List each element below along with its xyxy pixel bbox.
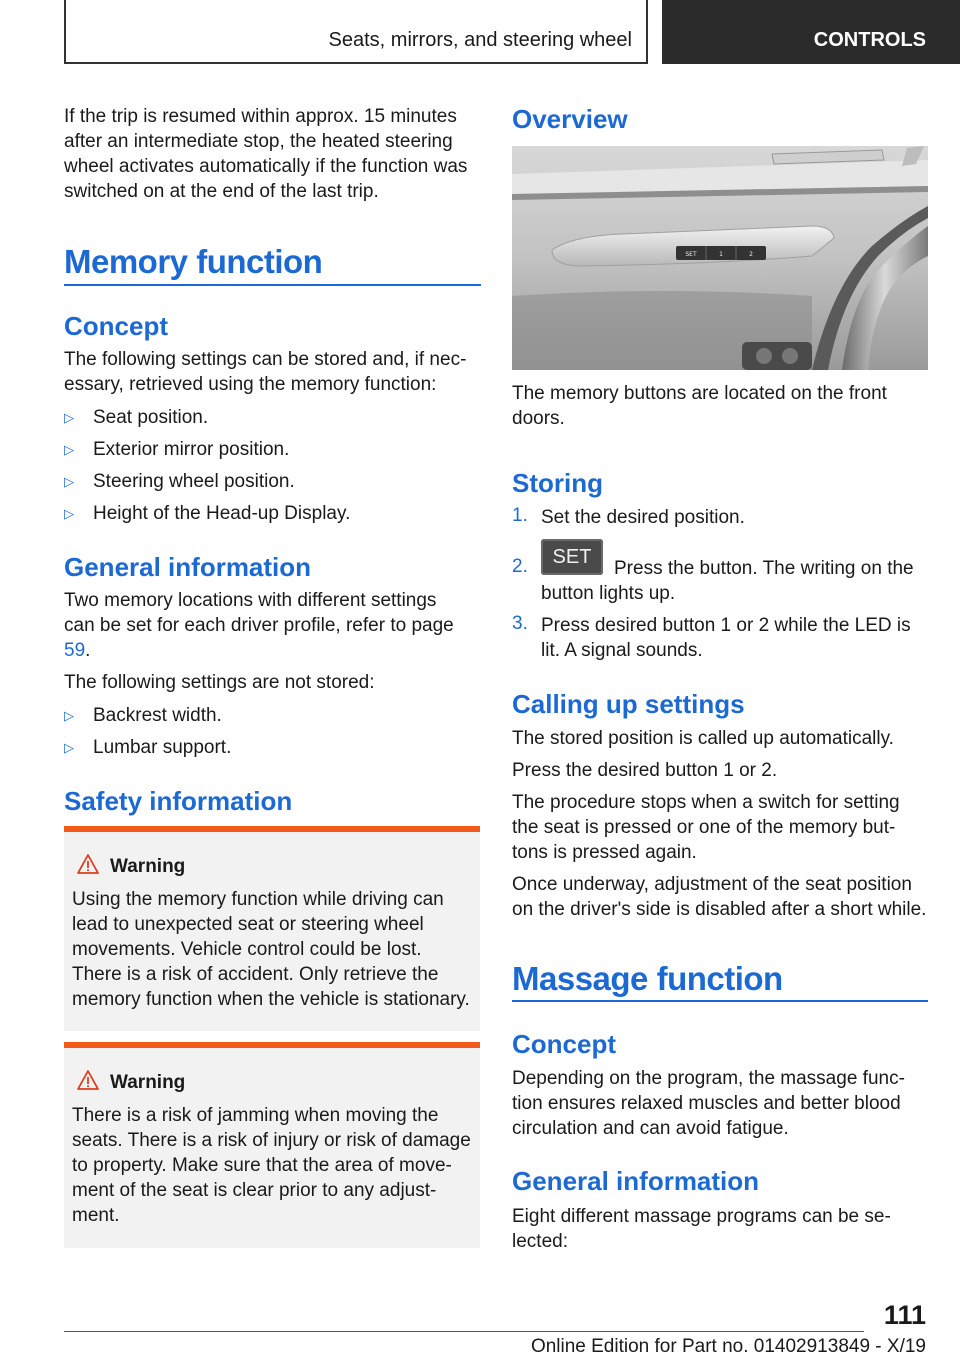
calling-up-settings-heading: Calling up settings [512, 689, 745, 719]
bullet-icon: ▷ [64, 506, 74, 521]
photo-set-label: SET [685, 251, 697, 258]
bullet-icon: ▷ [64, 740, 74, 755]
step-number: 1. [512, 505, 528, 526]
concept-heading: Concept [64, 311, 168, 341]
door-memory-buttons-photo [512, 146, 928, 370]
overview-caption: The memory buttons are located on the front doors. [512, 383, 887, 429]
general-paragraph: Two memory locations with different settings can be set for each driver profile, refer to page 59. [64, 590, 454, 661]
list-item: Backrest width. [93, 705, 222, 726]
page-number: 111 [883, 1300, 926, 1330]
bullet-icon: ▷ [64, 442, 74, 457]
section-title: CONTROLS [813, 29, 926, 51]
step-number: 2. [512, 556, 528, 577]
step-number: 3. [512, 613, 528, 634]
heading-rule [64, 284, 481, 286]
warning-bar [64, 826, 480, 832]
list-item: Lumbar support. [93, 737, 232, 758]
photo-button-2-label: 2 [749, 251, 753, 258]
calling-paragraph: The stored position is called up automatically. [512, 728, 894, 749]
massage-concept-paragraph: Depending on the program, the massage func‐tion ensures relaxed muscles and better blood circulation and can avoid fatigue. [512, 1068, 905, 1139]
bullet-icon: ▷ [64, 410, 74, 425]
calling-paragraph: Once underway, adjustment of the seat position on the driver's side is disabled after a short while. [512, 874, 927, 920]
memory-function-heading: Memory function [64, 243, 323, 280]
warning-text: Using the memory function while driving can lead to unexpected seat or steering wheel movements. Vehicle control could be lost. There is a risk of accident. Only retrieve the memory function when the vehicle is stationary. [72, 889, 470, 1010]
photo-button-1-label: 1 [719, 251, 723, 258]
warning-label: Warning [110, 856, 186, 877]
list-item: Exterior mirror position. [93, 439, 290, 460]
step-text: Set the desired position. [541, 507, 745, 528]
step-text: Press the button. The writing on the button lights up. [541, 558, 914, 604]
list-item: Seat position. [93, 407, 209, 428]
not-stored-paragraph: The following settings are not stored: [64, 672, 375, 693]
bullet-icon: ▷ [64, 708, 74, 723]
bullet-icon: ▷ [64, 474, 74, 489]
warning-label: Warning [110, 1072, 186, 1093]
massage-general-paragraph: Eight different massage programs can be se‐lected: [512, 1206, 891, 1252]
warning-text: There is a risk of jamming when moving the seats. There is a risk of injury or risk of damage to property. Make sure that the area of move‐ment of the seat is clear prior to any adjust‐ment. [72, 1105, 471, 1226]
overview-heading: Overview [512, 104, 628, 134]
warning-bar [64, 1042, 480, 1048]
header-section-box [662, 0, 960, 64]
safety-information-heading: Safety information [64, 786, 293, 816]
massage-general-heading: General information [512, 1166, 760, 1196]
edition-text: Online Edition for Part no. 01402913849 - X/19 [530, 1336, 926, 1357]
heading-rule [512, 1000, 928, 1002]
intro-paragraph: If the trip is resumed within approx. 15 minutes after an intermediate stop, the heated steering wheel activates automatically if the function was switched on at the end of the last trip. [64, 106, 468, 202]
massage-function-heading: Massage function [512, 960, 783, 997]
massage-concept-heading: Concept [512, 1029, 616, 1059]
warning-box [64, 826, 480, 1031]
footer-rule [64, 1331, 864, 1332]
warning-triangle-icon [77, 1070, 99, 1090]
step-text: Press desired button 1 or 2 while the LED is lit. A signal sounds. [541, 615, 911, 661]
calling-paragraph: Press the desired button 1 or 2. [512, 760, 778, 781]
list-item: Height of the Head-up Display. [93, 503, 351, 524]
calling-paragraph: The procedure stops when a switch for setting the seat is pressed or one of the memory but‐tons is pressed again. [512, 792, 900, 863]
page-link[interactable]: 59 [64, 640, 86, 661]
warning-triangle-icon [77, 854, 99, 874]
storing-heading: Storing [512, 468, 603, 498]
set-button-icon: SET [541, 539, 603, 575]
concept-paragraph: The following settings can be stored and, if nec‐essary, retrieved using the memory function: [64, 349, 467, 395]
general-information-heading: General information [64, 552, 312, 582]
chapter-title: Seats, mirrors, and steering wheel [328, 29, 632, 51]
warning-box [64, 1042, 480, 1248]
header-chapter-box [64, 0, 648, 64]
list-item: Steering wheel position. [93, 471, 295, 492]
